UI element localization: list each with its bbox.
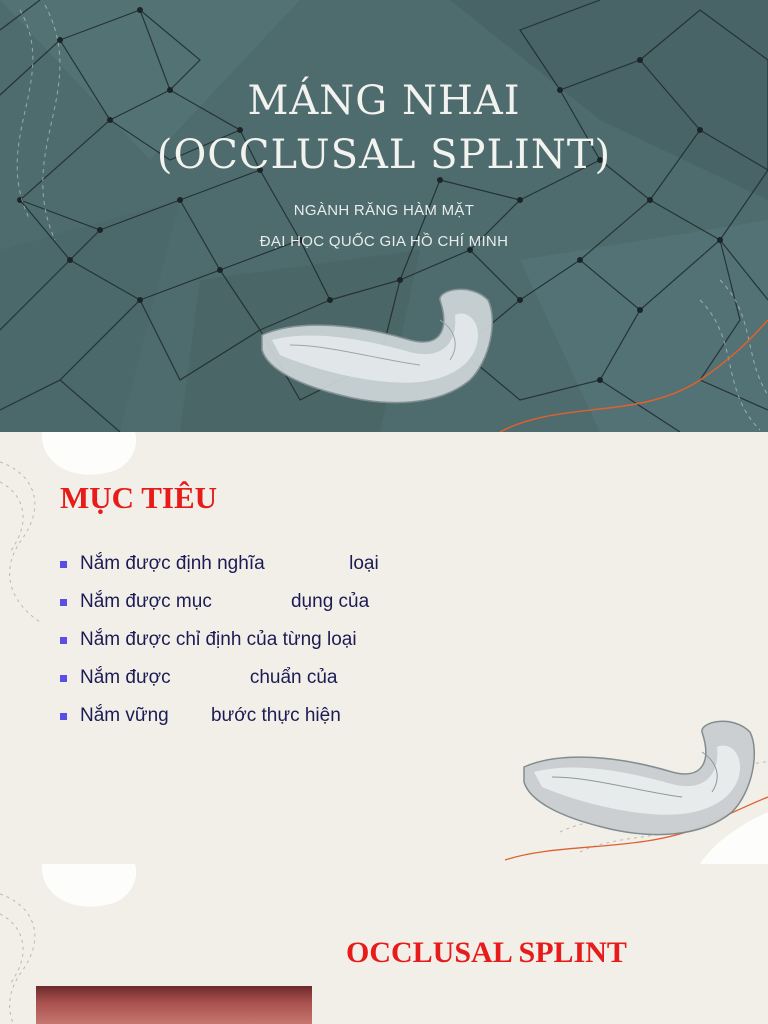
mouth-photo [36,986,312,1024]
splint-image [524,721,754,834]
list-item: Nắm được chuẩn của [60,664,379,702]
title-slide [0,0,768,432]
title-line-2: (OCCLUSAL SPLINT) [156,132,612,178]
objectives-heading: MỤC TIÊU [60,480,218,515]
objectives-slide [0,432,768,864]
list-item: Nắm được chỉ định của từng loại [60,626,379,664]
subtitle-line-2: ĐẠI HỌC QUỐC GIA HỒ CHÍ MINH [259,233,509,250]
title-line-1: MÁNG NHAI [247,78,521,124]
objectives-list [60,550,379,740]
occlusal-splint-slide [0,864,768,1024]
list-item: Nắm được mục dụng của [60,588,379,626]
list-item: Nắm vững bước thực hiện [60,702,379,740]
list-item: Nắm được định nghĩa loại [60,550,379,588]
subtitle-line-1: NGÀNH RĂNG HÀM MẶT [293,202,475,219]
occlusal-splint-heading: OCCLUSAL SPLINT [346,936,627,969]
